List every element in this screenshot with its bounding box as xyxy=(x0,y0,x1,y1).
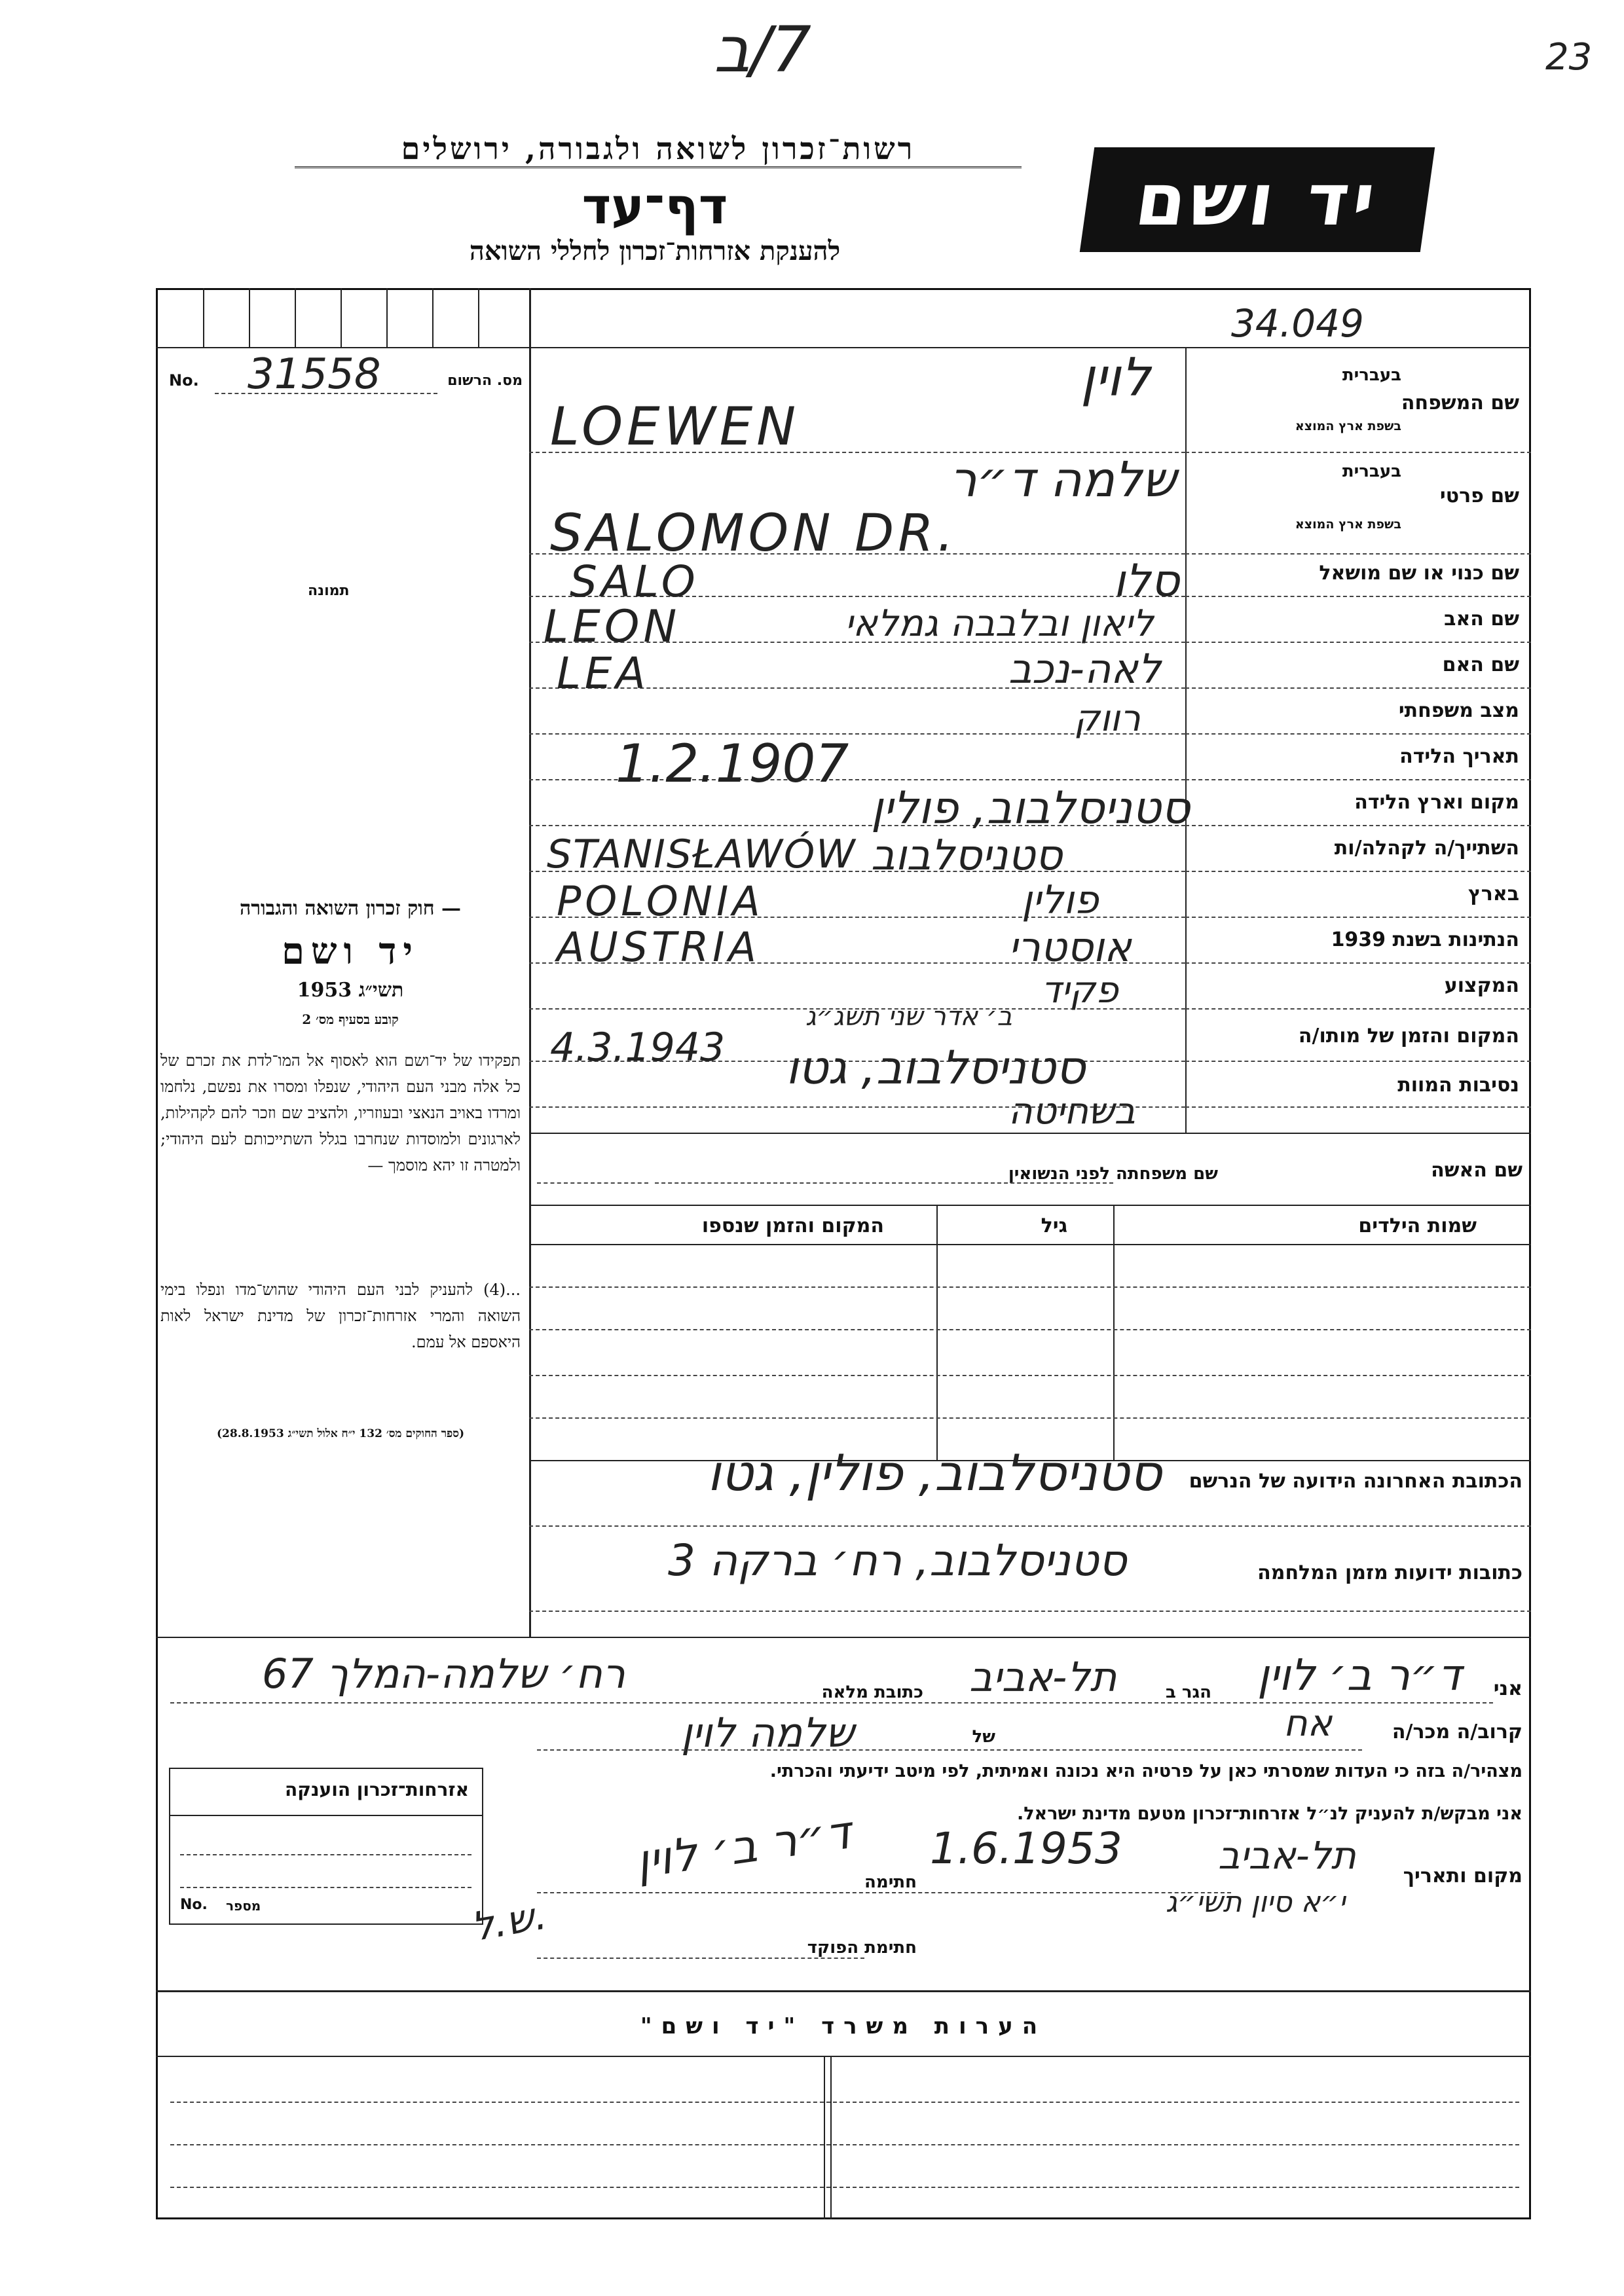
family-name-label: שם המשפחה xyxy=(1401,392,1519,414)
citizenship-granted-box xyxy=(169,1768,483,1925)
death-place-time-label: המקום והזמן של מותו/ה xyxy=(1298,1025,1519,1048)
reg-no-heb-label: מס. הרשום xyxy=(447,373,523,389)
place-value: תל-אביב xyxy=(1218,1833,1356,1878)
profession-label: המקצוע xyxy=(1444,974,1519,997)
declaration-statement: מצהיר/ה בזה כי העדות שמסרתי כאן על פרטיה היא נכונה ואמיתית, לפי מיטב ידיעתי והכרתי. xyxy=(769,1761,1522,1781)
date-value: 1.6.1953 xyxy=(930,1823,1122,1874)
nickname-label: שם כנוי או שם מושאל xyxy=(1319,562,1519,585)
law-dash-title: — חוק זכרון השואה והגבורה xyxy=(240,897,461,920)
birth-place-heb: סטניסלבוב, פולין xyxy=(871,782,1190,834)
family-name-heb: לוין xyxy=(1080,347,1151,408)
given-name-heb-sub: בעברית xyxy=(1342,462,1401,481)
reg-no-value: 31558 xyxy=(248,350,381,399)
father-name-label: שם האב xyxy=(1444,608,1519,630)
birth-date-value: 1.2.1907 xyxy=(616,733,849,794)
address-full-value: רח׳ שלמה-המלך 67 xyxy=(262,1650,625,1698)
authority-title: רשות־זכרון לשואה ולגבורה, ירושלים xyxy=(295,131,1022,168)
relation-label: קרוב/ה מכר/ה xyxy=(1392,1721,1522,1743)
law-text-1: תפקידו של יד־ושם הוא לאסוף אל המו־לדת את זכרם של כל אלה מבני העם היהודי, שנפלו ומסרו את נפשם, נלחמו ומרדו באויב הנאצי ובעוזריו, ולהציב שם וזכר להם לקהילות, לארגונים ולמוסדות שנחרבו בגלל השתייכותם לעם היהודי; ולמטרה זו יהא מוסמך — xyxy=(160,1051,521,1175)
mother-name-heb: לאה-נכב xyxy=(1008,645,1162,693)
declaration-request: אני מבקש/ת להעניק לנ״ל אזרחות־זכרון מטעם מדינת ישראל. xyxy=(1016,1804,1522,1824)
law-text-2: ...(4) להעניק לבני העם היהודי שהוש־מדו ונפלו בימי השואה והמרי אזרחות־זכרון של מדינת ישראל לאות היאספם אל עמם. xyxy=(160,1281,521,1351)
registration-number xyxy=(169,350,523,399)
citizenship-1939-label: הנתינות בשנת 1939 xyxy=(1331,928,1519,951)
declarant-i-label: אני xyxy=(1493,1677,1522,1700)
marital-status-label: מצב משפחתי xyxy=(1398,699,1519,722)
signature-value: ד״ר ב׳ לוין xyxy=(632,1805,855,1889)
country-latin: POLONIA xyxy=(557,877,764,925)
archive-number: 34.049 xyxy=(1231,301,1364,346)
last-address-label: הכתובת האחרונה הידועה של הנרשם xyxy=(1189,1470,1522,1493)
war-address-value: סטניסלבוב, רח׳ ברקה 3 xyxy=(668,1535,1127,1586)
mother-name-label: שם האם xyxy=(1442,653,1519,676)
citizenship-no-label: No. xyxy=(180,1897,208,1913)
form-title: דף־עד xyxy=(581,177,728,235)
logo-text: יד ושם xyxy=(1130,158,1384,242)
country-label: בארץ xyxy=(1467,883,1519,905)
reg-no-label: No. xyxy=(169,371,199,390)
community-heb: סטניסלבוב xyxy=(871,831,1063,880)
children-age-header: גיל xyxy=(1041,1214,1067,1237)
death-place-heb: סטניסלבוב, גטו xyxy=(786,1041,1086,1095)
children-death-header: המקום והזמן שנספו xyxy=(701,1214,884,1237)
office-notes-title: הערות משרד "יד ושם" xyxy=(640,2013,1047,2039)
citizenship-1939-heb: אוסטרי xyxy=(1008,923,1132,971)
citizenship-box-title: אזרחות־זכרון הוענקה xyxy=(285,1779,469,1800)
place-date-label: מקום ותאריך xyxy=(1403,1865,1522,1887)
given-name-latin: SALOMON DR. xyxy=(550,504,958,563)
of-label: של xyxy=(972,1727,995,1747)
community-latin: STANISŁAWÓW xyxy=(547,831,857,877)
family-name-orig-sub: בשפת ארץ המוצא xyxy=(1295,419,1401,433)
form-subtitle: להענקת אזרחות־זכרון לחללי השואה xyxy=(469,236,841,266)
family-name-latin: LOEWEN xyxy=(550,396,800,457)
relation-value: אח xyxy=(1283,1702,1333,1745)
wife-maiden-label: שם משפחתה לפני הנשואין xyxy=(1008,1164,1218,1184)
birth-place-label: מקום וארץ הלידה xyxy=(1354,791,1519,814)
war-address-label: כתובות ידועות מזמן המלחמה xyxy=(1257,1561,1522,1584)
law-year: תשי״ג 1953 xyxy=(297,979,404,1002)
address-full-label: כתובת מלאה xyxy=(821,1683,923,1702)
death-circumstances-heb: בשחיטה xyxy=(1008,1090,1136,1133)
folio-mark: 7/ב xyxy=(714,13,811,86)
wife-label: שם האשה xyxy=(1431,1159,1522,1182)
declarant-i-value: ד״ר ב׳ לוין xyxy=(1257,1650,1462,1700)
citizenship-1939-latin: AUSTRIA xyxy=(557,923,760,971)
page-number: 23 xyxy=(1545,36,1593,79)
mother-name-latin: LEA xyxy=(557,648,650,699)
country-heb: פולין xyxy=(1022,877,1099,923)
given-name-orig-sub: בשפת ארץ המוצא xyxy=(1295,517,1401,532)
father-name-heb: ליאון ובלבבה גמלאי xyxy=(845,602,1154,645)
given-name-label: שם פרטי xyxy=(1439,484,1519,507)
law-name: יד ושם xyxy=(281,930,420,973)
family-name-heb-sub: בעברית xyxy=(1342,365,1401,385)
of-value: שלמה לוין xyxy=(681,1709,855,1757)
last-address-value: סטניסלבוב, פולין, גטו xyxy=(707,1444,1162,1502)
yad-vashem-logo xyxy=(1080,147,1435,252)
law-clause: קובע בסעיף מס׳ 2 xyxy=(302,1011,399,1027)
officer-signature: ש.ל. xyxy=(468,1892,550,1951)
photo-label: תמונה xyxy=(308,583,350,599)
heb-date-value: י״א סיון תשי״ג xyxy=(1166,1886,1346,1919)
profession-heb: פקיד xyxy=(1041,969,1118,1011)
community-label: השתייך/ה לקהלה/ות xyxy=(1334,837,1519,860)
death-hebrew-date: ב׳ אדר שני תשג״ג xyxy=(805,1002,1012,1032)
law-source: (ספר החוקים מס׳ 132 י״ח אלול תשי״ג 28.8.1953) xyxy=(216,1427,465,1440)
resides-value: תל-אביב xyxy=(969,1653,1117,1701)
nickname-heb: סלו xyxy=(1113,555,1180,607)
signature-label: חתימה xyxy=(864,1872,917,1892)
resides-label: הגר ב xyxy=(1165,1683,1211,1702)
death-circumstances-label: נסיבות המוות xyxy=(1397,1074,1519,1097)
label-column-divider xyxy=(1185,347,1187,1133)
nickname-latin: SALO xyxy=(570,556,699,607)
father-name-latin: LEON xyxy=(544,601,681,653)
officer-signature-label: חתימת הפוקד xyxy=(807,1938,917,1958)
birth-date-label: תאריך הלידה xyxy=(1399,745,1519,768)
given-name-heb: שלמה ד״ר xyxy=(950,452,1177,508)
death-date-value: 4.3.1943 xyxy=(550,1025,726,1070)
marital-status-heb: רווק xyxy=(1074,697,1141,740)
children-names-header: שמות הילדים xyxy=(1358,1214,1477,1237)
citizenship-no-heb: מספר xyxy=(226,1898,261,1914)
